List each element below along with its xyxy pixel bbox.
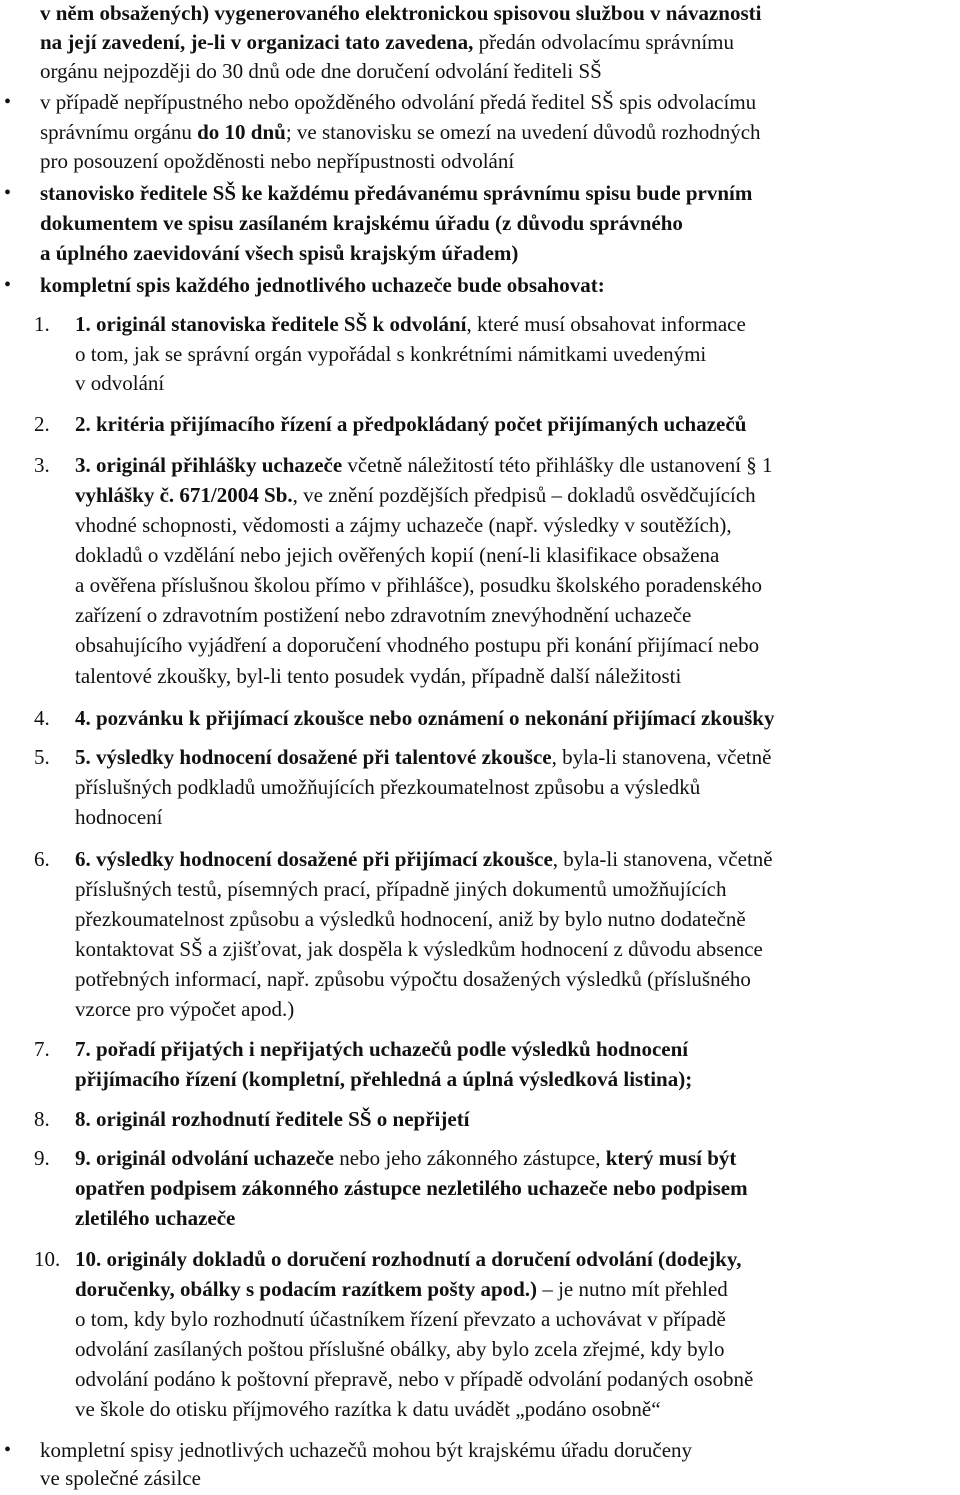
intro-line-1: v něm obsažených) vygenerovaného elektronickou spisovou službou v návaznosti: [40, 1, 762, 25]
item-3-line-2: vyhlášky č. 671/2004 Sb., ve znění pozdějších předpisů – dokladů osvědčujících: [75, 483, 756, 507]
bullet-2-line-3: a úplného zaevidování všech spisů krajským úřadem): [40, 241, 519, 265]
item-6-line-4: kontaktovat SŠ a zjišťovat, jak dospěla k výsledkům hodnocení z důvodu absence: [75, 937, 763, 961]
list-number: 9.: [34, 1146, 50, 1170]
final-bullet-line-1: kompletní spisy jednotlivých uchazečů mohou být krajskému úřadu doručeny: [40, 1438, 693, 1462]
item-5-line-2: příslušných podkladů umožňujících přezkoumatelnost způsobu a výsledků: [75, 775, 701, 799]
item-3-line-4: dokladů o vzdělání nebo jejich ověřených kopií (není-li klasifikace obsažena: [75, 543, 720, 567]
item-1-line-3: v odvolání: [75, 371, 165, 395]
item-4-line-1: 4. pozvánku k přijímací zkoušce nebo oznámení o nekonání přijímací zkoušky: [75, 706, 775, 730]
list-number: 5.: [34, 745, 50, 769]
item-5-line-1: 5. výsledky hodnocení dosažené při talentové zkoušce, byla-li stanovena, včetně: [75, 745, 772, 769]
item-3-line-5: a ověřena příslušnou školou přímo v přihlášce), posudku školského poradenského: [75, 573, 763, 597]
item-3-line-3: vhodné schopnosti, vědomosti a zájmy uchazeče (např. výsledky v soutěžích),: [75, 513, 732, 537]
intro-line-3: orgánu nejpozději do 30 dnů ode dne doručení odvolání řediteli SŠ: [40, 59, 602, 83]
item-10-line-6: ve škole do otisku příjmového razítka k datu uvádět „podáno osobně“: [75, 1397, 661, 1421]
item-10-line-4: odvolání zasílaných poštou příslušné obálky, aby bylo zcela zřejmé, kdy bylo: [75, 1337, 725, 1361]
item-5-line-3: hodnocení: [75, 805, 163, 829]
list-number: 7.: [34, 1037, 50, 1061]
bullet-1-line-1: v případě nepřípustného nebo opožděného odvolání předá ředitel SŠ spis odvolacímu: [40, 90, 757, 114]
item-6-line-2: příslušných testů, písemných prací, případně jiných dokumentů umožňujících: [75, 877, 727, 901]
list-number: 1.: [34, 312, 50, 336]
bullet-1-line-2: správnímu orgánu do 10 dnů; ve stanovisku se omezí na uvedení důvodů rozhodných: [40, 120, 761, 144]
item-8-line-1: 8. originál rozhodnutí ředitele SŠ o nepřijetí: [75, 1107, 470, 1131]
list-number: 2.: [34, 412, 50, 436]
item-9-line-1: 9. originál odvolání uchazeče nebo jeho zákonného zástupce, který musí být: [75, 1146, 737, 1170]
bullet-2-line-2: dokumentem ve spisu zasílaném krajskému úřadu (z důvodu správného: [40, 211, 683, 235]
item-6-line-6: vzorce pro výpočet apod.): [75, 997, 295, 1021]
item-1-line-2: o tom, jak se správní orgán vypořádal s konkrétními námitkami uvedenými: [75, 342, 707, 366]
bullet-1-line-3: pro posouzení opožděnosti nebo nepřípustnosti odvolání: [40, 149, 515, 173]
item-10-line-2: doručenky, obálky s podacím razítkem pošty apod.) – je nutno mít přehled: [75, 1277, 728, 1301]
list-number: 4.: [34, 706, 50, 730]
bullet-marker: •: [4, 91, 12, 113]
bullet-marker: •: [4, 274, 12, 296]
item-10-line-1: 10. originály dokladů o doručení rozhodnutí a doručení odvolání (dodejky,: [75, 1247, 742, 1271]
item-3-line-1: 3. originál přihlášky uchazeče včetně náležitostí této přihlášky dle ustanovení § 1: [75, 453, 773, 477]
item-9-line-2: opatřen podpisem zákonného zástupce nezletilého uchazeče nebo podpisem: [75, 1176, 748, 1200]
bullet-marker: •: [4, 182, 12, 204]
item-6-line-5: potřebných informací, např. způsobu výpočtu dosažených výsledků (příslušného: [75, 967, 751, 991]
item-3-line-6: zařízení o zdravotním postižení nebo zdravotním znevýhodnění uchazeče: [75, 603, 692, 627]
list-number: 8.: [34, 1107, 50, 1131]
item-7-line-1: 7. pořadí přijatých i nepřijatých uchazečů podle výsledků hodnocení: [75, 1037, 689, 1061]
item-10-line-5: odvolání podáno k poštovní přepravě, nebo v případě odvolání podaných osobně: [75, 1367, 754, 1391]
item-6-line-1: 6. výsledky hodnocení dosažené při přijímací zkoušce, byla-li stanovena, včetně: [75, 847, 773, 871]
item-1-line-1: 1. originál stanoviska ředitele SŠ k odvolání, které musí obsahovat informace: [75, 312, 746, 336]
item-2-line-1: 2. kritéria přijímacího řízení a předpokládaný počet přijímaných uchazečů: [75, 412, 747, 436]
bullet-3-line-1: kompletní spis každého jednotlivého uchazeče bude obsahovat:: [40, 273, 605, 297]
item-7-line-2: přijímacího řízení (kompletní, přehledná a úplná výsledková listina);: [75, 1067, 693, 1091]
item-10-line-3: o tom, kdy bylo rozhodnutí účastníkem řízení převzato a uchovávat v případě: [75, 1307, 726, 1331]
bullet-2-line-1: stanovisko ředitele SŠ ke každému předávanému správnímu spisu bude prvním: [40, 181, 753, 205]
list-number: 6.: [34, 847, 50, 871]
list-number: 3.: [34, 453, 50, 477]
item-3-line-8: talentové zkoušky, byl-li tento posudek vydán, případně další náležitosti: [75, 664, 682, 688]
item-3-line-7: obsahujícího vyjádření a doporučení vhodného postupu při konání přijímací nebo: [75, 633, 760, 657]
item-9-line-3: zletilého uchazeče: [75, 1206, 236, 1230]
bullet-marker: •: [4, 1439, 12, 1461]
intro-line-2: na její zavedení, je-li v organizaci tato zavedena, předán odvolacímu správnímu: [40, 30, 735, 54]
list-number: 10.: [34, 1247, 61, 1271]
final-bullet-line-2: ve společné zásilce: [40, 1466, 201, 1490]
item-6-line-3: přezkoumatelnost způsobu a výsledků hodnocení, aniž by bylo nutno dodatečně: [75, 907, 746, 931]
